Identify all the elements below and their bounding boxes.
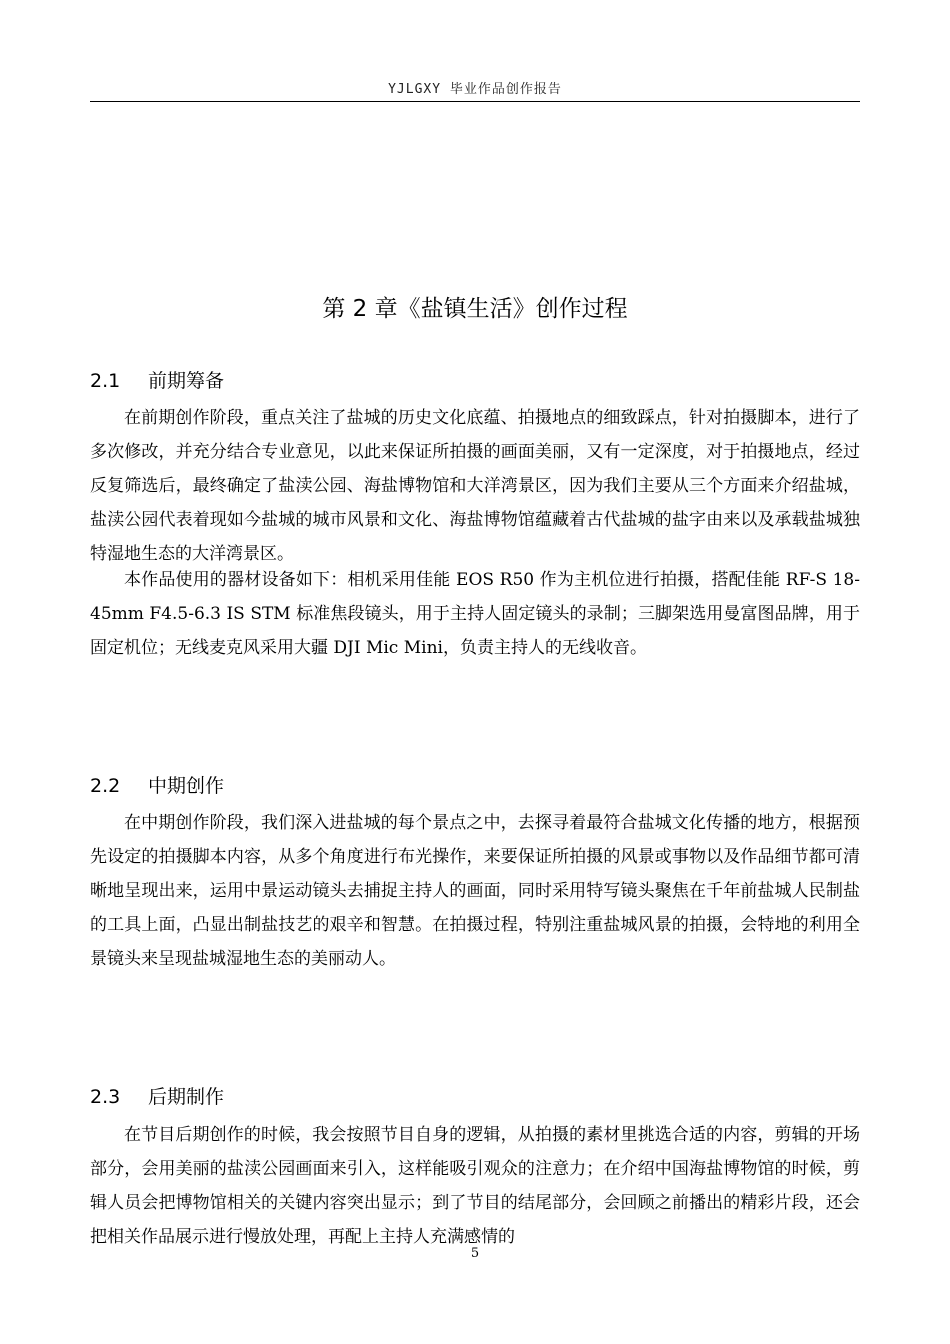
- section-number: 2.3: [90, 1086, 121, 1108]
- paragraph: 在节目后期创作的时候，我会按照节目自身的逻辑，从拍摄的素材里挑选合适的内容，剪辑的开场部分，会用美丽的盐渎公园画面来引入，这样能吸引观众的注意力；在介绍中国海盐博物馆的时候，剪辑人员会把博物馆相关的关键内容突出显示；到了节目的结尾部分，会回顾之前播出的精彩片段，还会把相关作品展示进行慢放处理，再配上主持人充满感情的: [90, 1125, 860, 1247]
- running-header: YJLGXY 毕业作品创作报告: [388, 82, 562, 97]
- section-title: 后期制作: [148, 1086, 225, 1108]
- section-title: 前期筹备: [148, 370, 225, 392]
- paragraph: 在前期创作阶段，重点关注了盐城的历史文化底蕴、拍摄地点的细致踩点，针对拍摄脚本，进行了多次修改，并充分结合专业意见，以此来保证所拍摄的画面美丽，又有一定深度，对于拍摄地点，经过反复筛选后，最终确定了盐渎公园、海盐博物馆和大洋湾景区，因为我们主要从三个方面来介绍盐城，盐渎公园代表着现如今盐城的城市风景和文化、海盐博物馆蕴藏着古代盐城的盐字由来以及承载盐城独特湿地生态的大洋湾景区。: [90, 408, 860, 564]
- section-heading-2-2: [90, 771, 224, 798]
- chapter-title: 第 2 章《盐镇生活》创作过程: [322, 296, 628, 322]
- page-number: 5: [470, 1246, 480, 1261]
- section-number: 2.1: [90, 370, 121, 392]
- paragraph: 本作品使用的器材设备如下：相机采用佳能 EOS R50 作为主机位进行拍摄，搭配佳能 RF-S 18-45mm F4.5-6.3 IS STM 标准焦段镜头，用于主持人固定镜头的录制；三脚架选用曼富图品牌，用于固定机位；无线麦克风采用大疆 DJI Mic Mini，负责主持人的无线收音。: [90, 570, 860, 658]
- section-number: 2.2: [90, 775, 121, 797]
- section-heading-2-1: [90, 366, 224, 393]
- paragraph: 在中期创作阶段，我们深入进盐城的每个景点之中，去探寻着最符合盐城文化传播的地方，根据预先设定的拍摄脚本内容，从多个角度进行布光操作，来要保证所拍摄的风景或事物以及作品细节都可清晰地呈现出来，运用中景运动镜头去捕捉主持人的画面，同时采用特写镜头聚焦在千年前盐城人民制盐的工具上面，凸显出制盐技艺的艰辛和智慧。在拍摄过程，特别注重盐城风景的拍摄，会特地的利用全景镜头来呈现盐城湿地生态的美丽动人。: [90, 813, 860, 969]
- section-title: 中期创作: [148, 775, 225, 797]
- header-divider: [90, 101, 860, 102]
- section-heading-2-3: [90, 1082, 224, 1109]
